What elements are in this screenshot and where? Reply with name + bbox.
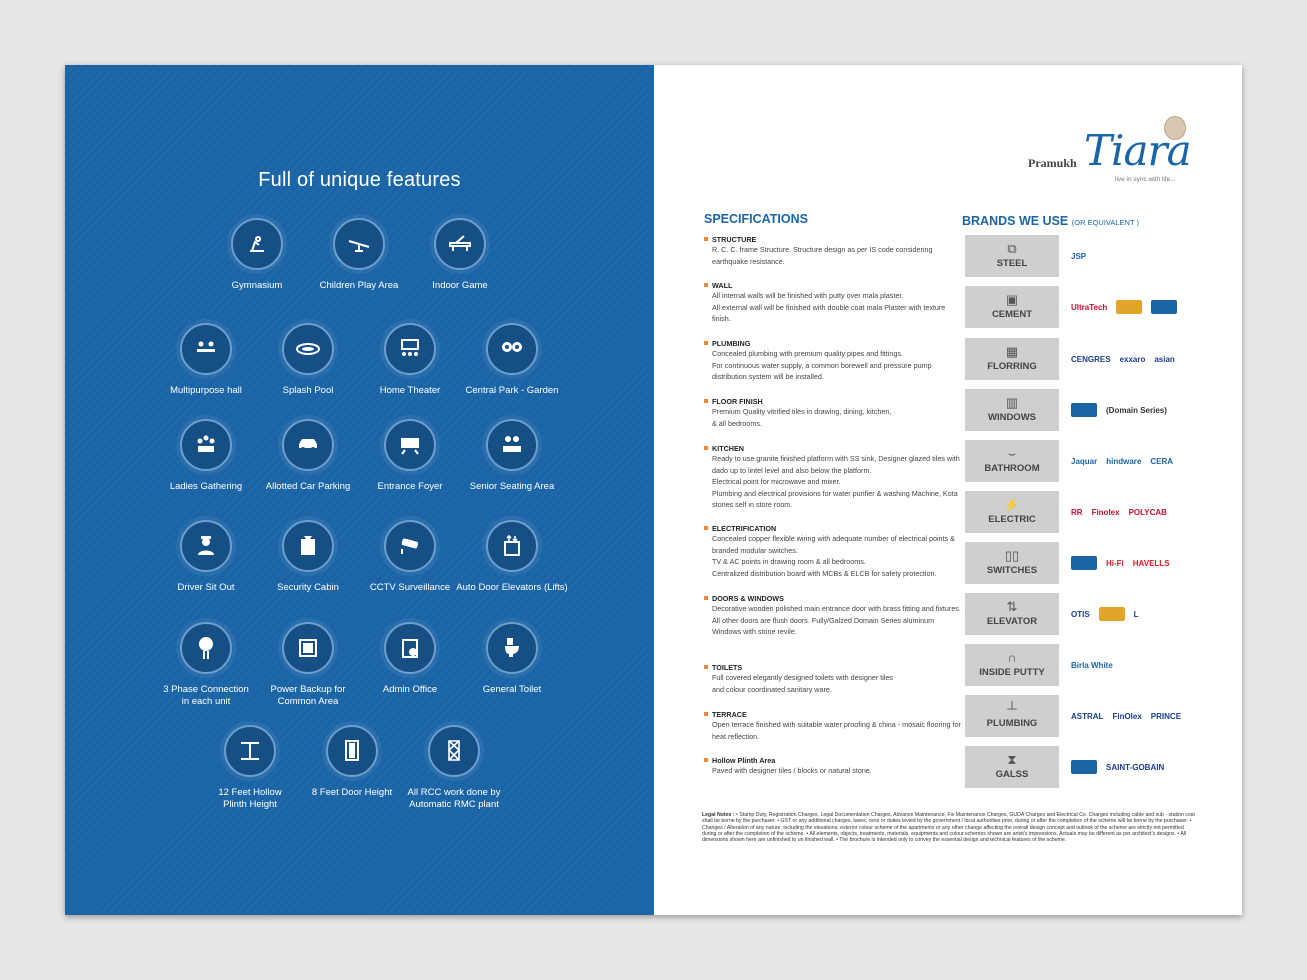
brand-logo: POLYCAB: [1128, 507, 1167, 517]
brand-row: [965, 235, 1215, 277]
tap-icon: ⌣: [1007, 446, 1017, 461]
pool-icon: [282, 323, 334, 375]
brand-logo: (Domain Series): [1106, 405, 1167, 415]
brand-category: STEEL: [996, 258, 1028, 269]
spec-heading: TOILETS: [704, 663, 964, 672]
brand-logo-mark: [1116, 300, 1142, 314]
billiards-icon: [434, 218, 486, 270]
spec-heading: FLOOR FINISH: [704, 397, 964, 406]
feature-label: Multipurpose hall: [170, 385, 242, 396]
flowers-icon: [486, 323, 538, 375]
feature-label: Indoor Game: [432, 280, 488, 291]
switch-icon: ▯▯: [1004, 548, 1020, 563]
feature-item: [447, 323, 577, 397]
spec-text: Paved with designer tiles / blocks or natural stone.: [712, 766, 872, 775]
brand-row: [965, 593, 1215, 635]
feature-label: Entrance Foyer: [377, 481, 443, 492]
spec-item: [704, 397, 964, 429]
brand-logos: [1071, 542, 1221, 584]
feature-label: Power Backup for Common Area: [270, 684, 346, 707]
glass-icon: ⧗: [1007, 752, 1017, 767]
feature-item: [447, 419, 577, 493]
brand-logo: L: [1133, 609, 1139, 619]
brand-row: [965, 286, 1215, 328]
brand-category: WINDOWS: [987, 412, 1037, 423]
spec-text: Ready to use granite finished platform with SS sink, Designer glazed tiles with dado up to lintel level and also below the platform. Electrical point for microwave and mixer. Plumbing and electrical provisions for water purifier & washing Machine, Kota stones self in store room.: [712, 454, 960, 509]
brand-category: GALSS: [995, 769, 1029, 780]
legal-text: • Stamp Duty, Registration Charges, Legal Documentation Charges, Advance Maintenance, Fix Maintenance Charges, GUDA Charges and Electrical Co. Charges including cable and sub - station cost shall be borne by the purchaser. • GST or any additional charges, taxes, cess or duties levied by the government / local authorities prior, during or after the completion of the scheme will be borne by the purchaser. • Changes / Alteration of any nature, including the elevations, exterior colour scheme of the apartments or any other change affecting the overall design concept and outlook of the scheme are strictly not permitted during or after the completion of the scheme. • All elements, objects, treatments, materials, equipments and colour schemes shown are artist's impressions. Actuals may be different as per architect's designs. • All dimensions shown here are unfinished to un finished wall. • The brochure is intended only to convey the essential design and technical features of the scheme.: [702, 812, 1195, 844]
features-page: [65, 65, 654, 915]
brand-category-box: [965, 338, 1059, 380]
spec-item: [704, 524, 964, 579]
feature-label: Children Play Area: [319, 280, 399, 291]
brand-row: [965, 338, 1215, 380]
feature-label: Driver Sit Out: [177, 582, 235, 593]
spec-text: R. C. C. frame Structure. Structure design as per IS code considering earthquake resistance.: [712, 245, 933, 266]
spec-item: [704, 594, 964, 638]
seesaw-icon: [333, 218, 385, 270]
brand-logo: SAINT-GOBAIN: [1106, 762, 1165, 772]
brand-logo-mark: [1071, 556, 1097, 570]
brand-logos: [1071, 235, 1221, 277]
brand-logo: UltraTech: [1071, 302, 1108, 312]
lift-icon: ⇅: [1006, 599, 1018, 614]
feature-label: CCTV Surveillance: [369, 582, 451, 593]
feature-label: Allotted Car Parking: [265, 481, 351, 492]
brand-category: INSIDE PUTTY: [979, 667, 1045, 678]
foyer-icon: [384, 419, 436, 471]
spec-item: [704, 710, 964, 742]
legal-label: Legal Notes :: [702, 812, 735, 818]
brand-logo: JSP: [1071, 251, 1087, 261]
brand-category-box: [965, 542, 1059, 584]
brand-category-box: [965, 695, 1059, 737]
spec-heading: DOORS & WINDOWS: [704, 594, 964, 603]
brand-logo-mark: [1151, 300, 1177, 314]
brand-category: ELECTRIC: [988, 514, 1036, 525]
brand-category: FLORRING: [987, 361, 1037, 372]
pramukh-tiara-logo: [1028, 120, 1218, 190]
theater-icon: [384, 323, 436, 375]
brand-logos: [1071, 695, 1221, 737]
pipe-icon: ┴: [1007, 701, 1017, 716]
feature-label: Home Theater: [379, 385, 441, 396]
brand-logos: [1071, 286, 1221, 328]
brand-logo: PRINCE: [1150, 711, 1182, 721]
spec-item: [704, 281, 964, 325]
brand-logo: FinOlex: [1112, 711, 1142, 721]
brand-logo: asian: [1154, 354, 1175, 364]
brand-category: SWITCHES: [986, 565, 1038, 576]
brand-logo: CERA: [1150, 456, 1174, 466]
brand-category: PLUMBING: [986, 718, 1038, 729]
spec-heading: ELECTRIFICATION: [704, 524, 964, 533]
brand-logos: [1071, 593, 1221, 635]
feature-label: 3 Phase Connection in each unit: [163, 684, 249, 707]
brand-category-box: [965, 235, 1059, 277]
logo-tagline: live in sync with life...: [1115, 176, 1176, 183]
brand-category-box: [965, 491, 1059, 533]
brand-logo: OTIS: [1071, 609, 1090, 619]
specifications-title: SPECIFICATIONS: [704, 212, 808, 226]
brand-logos: [1071, 389, 1221, 431]
spec-heading: STRUCTURE: [704, 235, 964, 244]
brand-logo: CENGRES: [1071, 354, 1111, 364]
clipboard-icon: [384, 622, 436, 674]
brand-row: [965, 644, 1215, 686]
specifications-page: [654, 65, 1242, 915]
spec-heading: TERRACE: [704, 710, 964, 719]
feature-label: Gymnasium: [231, 280, 283, 291]
brand-logos: [1071, 644, 1221, 686]
spec-text: Concealed plumbing with premium quality pipes and fittings. For continuous water supply, a common borewell and pressure pump distribution system will be installed.: [712, 349, 932, 381]
legal-notes: [702, 812, 1196, 843]
spec-text: Full covered elegantly designed toilets with designer tiles and colour coordinated sanitary ware.: [712, 673, 893, 694]
feature-label: 8 Feet Door Height: [311, 787, 393, 798]
brand-category-box: [965, 644, 1059, 686]
brand-logo: HAVELLS: [1132, 558, 1170, 568]
feature-item: [389, 725, 519, 811]
cement-icon: ▣: [1005, 292, 1019, 307]
brands-title-text: BRANDS WE USE: [962, 214, 1069, 228]
door-icon: [326, 725, 378, 777]
spec-item: [704, 444, 964, 511]
toilet-icon: [486, 622, 538, 674]
group-icon: [180, 419, 232, 471]
spec-item: [704, 663, 964, 695]
spec-heading: Hollow Plinth Area: [704, 756, 964, 765]
brand-logo: Jaquar: [1071, 456, 1098, 466]
brand-logo: hindware: [1106, 456, 1142, 466]
brand-category-box: [965, 440, 1059, 482]
brand-row: [965, 440, 1215, 482]
brand-logo: Hi-Fi: [1106, 558, 1124, 568]
brand-logo: exxaro: [1119, 354, 1146, 364]
brands-title: [962, 214, 1139, 228]
treadmill-icon: [231, 218, 283, 270]
feature-label: Security Cabin: [277, 582, 339, 593]
feature-label: 12 Feet Hollow Plinth Height: [218, 787, 282, 810]
seniors-icon: [486, 419, 538, 471]
brand-row: [965, 695, 1215, 737]
brand-category: CEMENT: [991, 309, 1033, 320]
spec-heading: WALL: [704, 281, 964, 290]
plug-icon: [180, 622, 232, 674]
brand-logo-mark: [1071, 403, 1097, 417]
logo-name: Tiara: [1084, 126, 1191, 175]
feature-label: Auto Door Elevators (Lifts): [456, 582, 568, 593]
spec-heading: PLUMBING: [704, 339, 964, 348]
brand-row: [965, 491, 1215, 533]
spec-text: Decorative wooden polished main entrance door with brass fitting and fixtures. All other doors are flush doors. Fully/Galzed Domain Series aluminum Windows with stone revile.: [712, 604, 961, 636]
security-icon: [282, 520, 334, 572]
brand-logos: [1071, 338, 1221, 380]
features-title: Full of unique features: [258, 169, 461, 191]
driver-icon: [180, 520, 232, 572]
feature-item: [447, 520, 577, 594]
feature-label: General Toilet: [482, 684, 542, 695]
spec-text: Concealed copper flexible wiring with adequate number of electrical points & branded modular switches. TV & AC points in drawing room & all bedrooms. Centralized distribution board with MCBs & ELCB for safety protection.: [712, 534, 955, 578]
spec-item: [704, 756, 964, 777]
brand-logo: RR: [1071, 507, 1083, 517]
window-icon: ▥: [1005, 395, 1019, 410]
brand-category: BATHROOM: [984, 463, 1040, 474]
height-icon: [224, 725, 276, 777]
feature-label: Senior Seating Area: [469, 481, 555, 492]
spec-text: Premium Quality vitrified tiles in drawing, dining, kitchen, & all bedrooms.: [712, 407, 892, 428]
brand-row: [965, 542, 1215, 584]
brand-logos: [1071, 440, 1221, 482]
brochure-spread: [65, 65, 1242, 915]
brand-logo-mark: [1099, 607, 1125, 621]
brand-logo: ASTRAL: [1071, 711, 1104, 721]
spec-text: Open terrace finished with suitable water proofing & china - mosaic flooring for heat reflection.: [712, 720, 961, 741]
spec-item: [704, 339, 964, 383]
steel-icon: ⧉: [1007, 241, 1017, 256]
brand-category-box: [965, 286, 1059, 328]
brand-row: [965, 746, 1215, 788]
brands-subtitle: (OR EQUIVALENT ): [1071, 218, 1139, 227]
generator-icon: [282, 622, 334, 674]
feature-label: Central Park - Garden: [465, 385, 559, 396]
brand-logos: [1071, 746, 1221, 788]
brand-logos: [1071, 491, 1221, 533]
brand-category-box: [965, 746, 1059, 788]
cctv-icon: [384, 520, 436, 572]
logo-brand: Pramukh: [1028, 156, 1077, 170]
tiles-icon: ▦: [1005, 344, 1019, 359]
feature-label: Admin Office: [382, 684, 438, 695]
spec-text: All internal walls will be finished with putty over mala plaster. All external wall will be finished with double coat mala Plaster with texture finish.: [712, 291, 946, 323]
brand-logo: Finolex: [1091, 507, 1120, 517]
brand-row: [965, 389, 1215, 431]
spec-item: [704, 235, 964, 267]
car-icon: [282, 419, 334, 471]
feature-item: [447, 622, 577, 696]
brand-logo: Birla White: [1071, 660, 1113, 670]
electric-icon: ⚡: [1003, 497, 1021, 512]
putty-icon: ∩: [1007, 650, 1017, 665]
feature-label: All RCC work done by Automatic RMC plant: [407, 787, 501, 810]
meeting-icon: [180, 323, 232, 375]
feature-item: [395, 218, 525, 292]
brand-category-box: [965, 593, 1059, 635]
spec-heading: KITCHEN: [704, 444, 964, 453]
brand-logo-mark: [1071, 760, 1097, 774]
feature-label: Splash Pool: [282, 385, 334, 396]
brand-category-box: [965, 389, 1059, 431]
elevator-icon: [486, 520, 538, 572]
feature-label: Ladies Gathering: [169, 481, 243, 492]
tower-icon: [428, 725, 480, 777]
brand-category: ELEVATOR: [986, 616, 1038, 627]
